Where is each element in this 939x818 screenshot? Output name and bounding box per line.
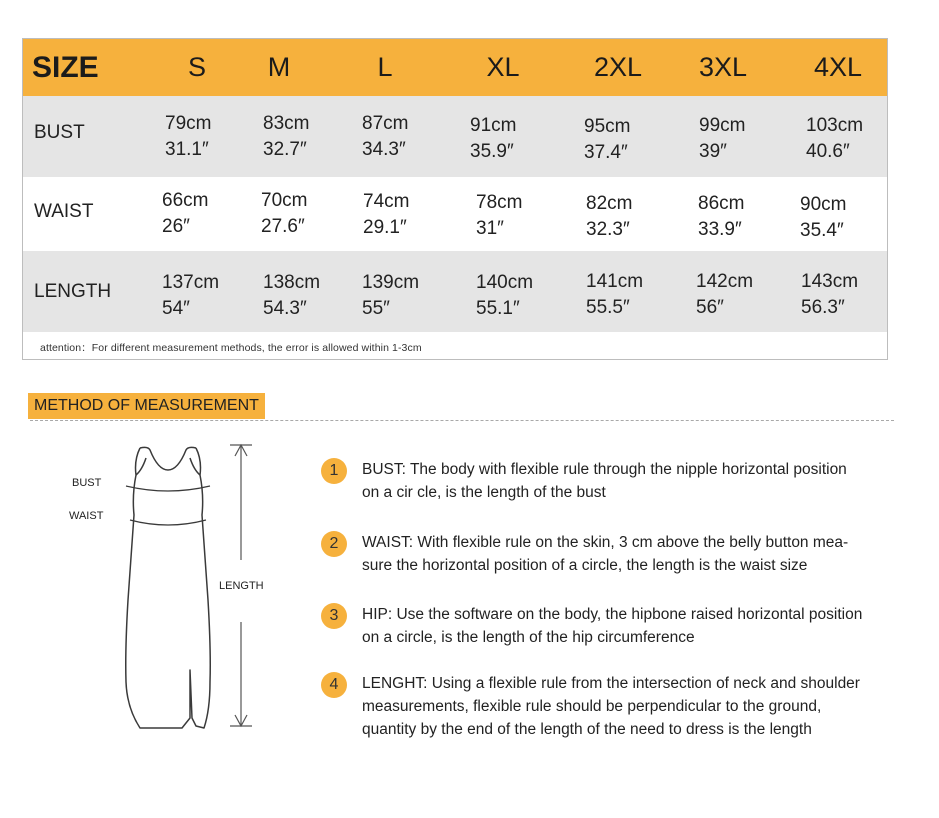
step-4-text: LENGHT: Using a flexible rule from the intersection of neck and shoulder measurements, flexible rule should be perpendicular to the ground, quantity by the end of the length of the need to dress is the length: [362, 675, 860, 738]
bust-cell-xl: 91cm 35.9″: [470, 115, 517, 162]
size-header-m: M: [267, 52, 291, 82]
bust-cell-3xl: 99cm 39″: [699, 115, 746, 162]
size-header-label: SIZE: [32, 51, 99, 84]
waist-row: [23, 177, 887, 251]
waist-cell-4xl: 90cm 35.4″: [800, 194, 847, 241]
length-cell-s: 137cm 54″: [162, 272, 220, 319]
length-cell-l: 139cm 55″: [362, 272, 420, 319]
size-header-3xl: 3XL: [698, 52, 748, 82]
length-cell-3xl: 142cm 56″: [696, 271, 754, 318]
step-1-text: BUST: The body with flexible rule through the nipple horizontal position on a cir cle, is the length of the bust: [362, 461, 847, 501]
bust-cell-l: 87cm 34.3″: [362, 113, 409, 160]
bust-row: [23, 96, 887, 177]
step-3-badge: 3: [321, 603, 347, 629]
method-section-title: METHOD OF MEASUREMENT: [28, 393, 265, 419]
length-cell-2xl: 141cm 55.5″: [586, 271, 644, 318]
figure-bust-label: BUST: [72, 477, 102, 489]
step-2-badge: 2: [321, 531, 347, 557]
figure-waist-label: WAIST: [69, 510, 104, 522]
size-header-s: S: [187, 52, 206, 82]
bust-row-label: BUST: [34, 122, 85, 143]
waist-cell-2xl: 82cm 32.3″: [586, 193, 633, 240]
waist-cell-m: 70cm 27.6″: [261, 190, 308, 237]
bust-cell-2xl: 95cm 37.4″: [584, 116, 631, 163]
size-header-4xl: 4XL: [813, 52, 863, 82]
step-4-badge: 4: [321, 672, 347, 698]
size-header-row: [23, 39, 887, 96]
bust-cell-m: 83cm 32.7″: [263, 113, 310, 160]
size-header-2xl: 2XL: [593, 52, 643, 82]
waist-row-label: WAIST: [34, 201, 94, 222]
figure-length-label: LENGTH: [219, 580, 264, 592]
step-2-text: WAIST: With flexible rule on the skin, 3 cm above the belly button mea- sure the horizontal position of a circle, the length is the waist size: [362, 534, 849, 574]
bust-cell-4xl: 103cm 40.6″: [806, 115, 864, 162]
vertical-arrow-icon: [226, 440, 256, 735]
size-chart-table: [22, 38, 888, 360]
length-row: [23, 251, 887, 332]
length-row-label: LENGTH: [34, 281, 112, 302]
measurement-error-note: attention：For different measurement methods, the error is allowed within 1-3cm: [40, 342, 422, 354]
bust-cell-s: 79cm 31.1″: [165, 113, 212, 160]
length-cell-4xl: 143cm 56.3″: [801, 271, 859, 318]
waist-cell-l: 74cm 29.1″: [363, 191, 410, 238]
step-1-badge: 1: [321, 458, 347, 484]
size-header-xl: XL: [486, 52, 520, 82]
dashed-divider: [30, 420, 894, 421]
waist-cell-3xl: 86cm 33.9″: [698, 193, 745, 240]
waist-cell-s: 66cm 26″: [162, 190, 209, 237]
waist-cell-xl: 78cm 31″: [476, 192, 523, 239]
step-3-text: HIP: Use the software on the body, the hipbone raised horizontal position on a circle, is the length of the hip circumference: [362, 606, 863, 646]
length-cell-m: 138cm 54.3″: [263, 272, 321, 319]
length-cell-xl: 140cm 55.1″: [476, 272, 534, 319]
size-header-l: L: [377, 52, 393, 82]
dress-outline-icon: [118, 440, 218, 735]
